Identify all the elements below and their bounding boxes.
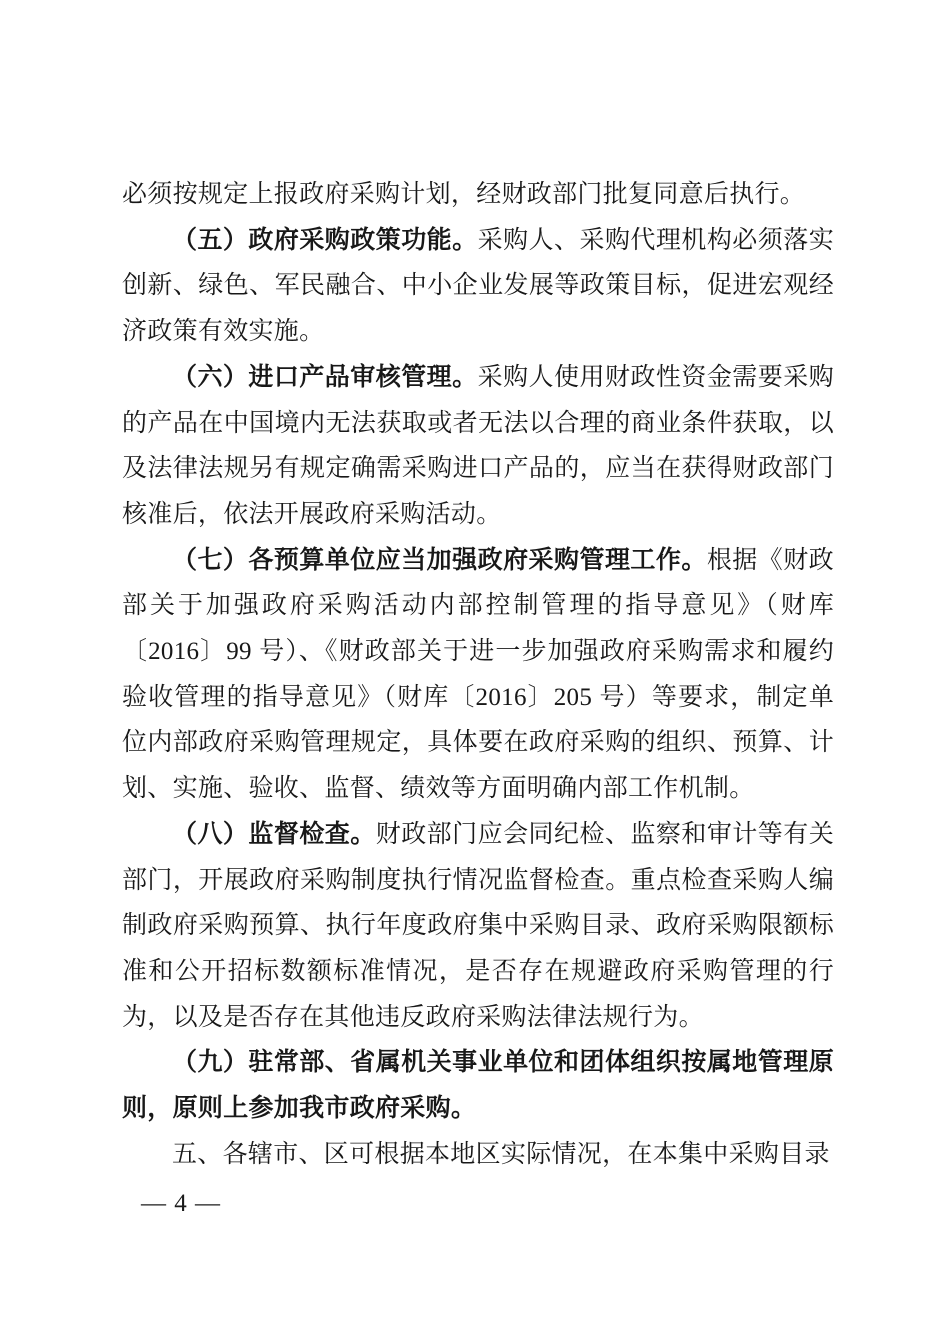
page-number: — 4 — <box>141 1190 221 1217</box>
paragraph <box>122 218 834 355</box>
paragraph <box>122 1040 834 1131</box>
paragraph <box>122 538 834 812</box>
document-body <box>122 172 834 1177</box>
paragraph-text-segment: 财政部门应会同纪检、监察和审计等有关部门，开展政府采购制度执行情况监督检查。重点检查采购人编制政府采购预算、执行年度政府集中采购目录、政府采购限额标准和公开招标数额标准情况，是否存在规避政府采购管理的行为，以及是否存在其他违反政府采购法律法规行为。 <box>122 820 834 1031</box>
paragraph <box>122 1132 834 1178</box>
paragraph-heading-segment: （六）进口产品审核管理。 <box>172 363 478 391</box>
paragraph <box>122 172 834 218</box>
paragraph-text-segment: 必须按规定上报政府采购计划，经财政部门批复同意后执行。 <box>122 181 806 208</box>
paragraph-text-segment: 采购人使用财政性资金需要采购的产品在中国境内无法获取或者无法以合理的商业条件获取，以及法律法规另有规定确需采购进口产品的，应当在获得财政部门核准后，依法开展政府采购活动。 <box>122 363 835 528</box>
paragraph-heading-segment: （九）驻常部、省属机关事业单位和团体组织按属地管理原则，原则上参加我市政府采购。 <box>122 1049 834 1123</box>
paragraph-heading-segment: （八）监督检查。 <box>172 820 376 848</box>
paragraph <box>122 355 834 538</box>
paragraph-text-segment: 五、各辖市、区可根据本地区实际情况，在本集中采购目录 <box>172 1140 830 1168</box>
paragraph-heading-segment: （七）各预算单位应当加强政府采购管理工作。 <box>172 546 707 574</box>
paragraph <box>122 812 834 1041</box>
paragraph-text-segment: 根据《财政部关于加强政府采购活动内部控制管理的指导意见》（财库〔2016〕99 号）、《财政部关于进一步加强政府采购需求和履约验收管理的指导意见》（财库〔2016〕205 号）等要求，制定单位内部政府采购管理规定，具体要在政府采购的组织、预算、计划、实施、验收、监督、绩效等方面明确内部工作机制。 <box>122 546 834 803</box>
paragraph-text-segment: 采购人、采购代理机构必须落实创新、绿色、军民融合、中小企业发展等政策目标，促进宏观经济政策有效实施。 <box>122 226 835 346</box>
paragraph-heading-segment: （五）政府采购政策功能。 <box>172 226 478 254</box>
